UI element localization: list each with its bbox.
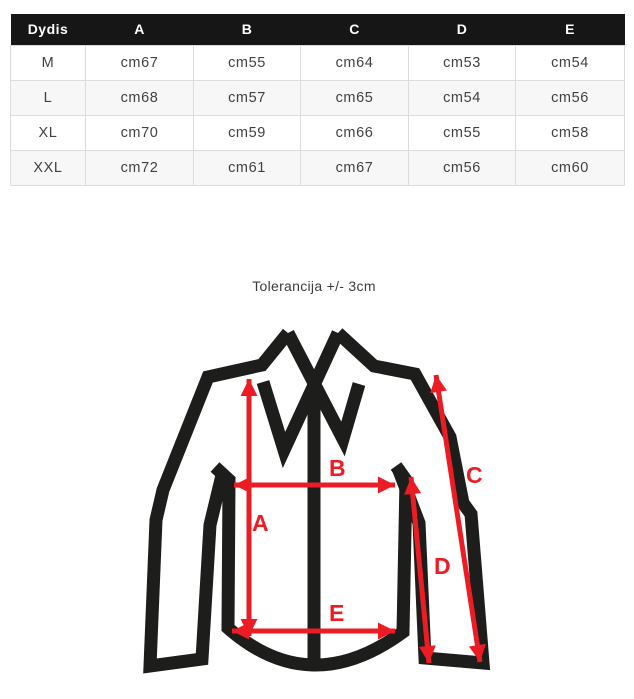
measure-cell: cm53 xyxy=(409,45,516,80)
measure-cell: cm57 xyxy=(194,80,301,115)
measure-cell: cm72 xyxy=(86,150,194,185)
header-cell-e: E xyxy=(516,14,625,45)
measure-label-c: C xyxy=(466,462,483,488)
shirt-outline xyxy=(150,333,483,667)
size-label-cell: L xyxy=(11,80,86,115)
measure-label-a: A xyxy=(252,510,269,536)
measure-cell: cm54 xyxy=(409,80,516,115)
measure-label-e: E xyxy=(329,600,345,626)
measure-label-d: D xyxy=(434,553,451,579)
measure-cell: cm56 xyxy=(409,150,516,185)
header-cell-b: B xyxy=(194,14,301,45)
measure-label-b: B xyxy=(329,455,346,481)
size-row-xxl xyxy=(11,150,625,185)
measurement-labels xyxy=(252,455,483,626)
measure-cell: cm64 xyxy=(301,45,409,80)
header-cell-size: Dydis xyxy=(11,14,86,45)
measure-cell: cm59 xyxy=(194,115,301,150)
tolerance-note: Tolerancija +/- 3cm xyxy=(252,278,376,294)
measure-cell: cm70 xyxy=(86,115,194,150)
measure-cell: cm58 xyxy=(516,115,625,150)
size-row-l xyxy=(11,80,625,115)
measure-cell: cm55 xyxy=(194,45,301,80)
measure-cell: cm56 xyxy=(516,80,625,115)
measure-cell: cm67 xyxy=(86,45,194,80)
size-label-cell: M xyxy=(11,45,86,80)
size-table-header-row xyxy=(11,14,625,45)
header-cell-a: A xyxy=(86,14,194,45)
shirt-measurement-diagram xyxy=(0,320,634,699)
header-cell-d: D xyxy=(409,14,516,45)
measure-cell: cm68 xyxy=(86,80,194,115)
measure-cell: cm61 xyxy=(194,150,301,185)
size-row-m xyxy=(11,45,625,80)
measure-cell: cm65 xyxy=(301,80,409,115)
measure-cell: cm55 xyxy=(409,115,516,150)
size-label-cell: XXL xyxy=(11,150,86,185)
measure-cell: cm67 xyxy=(301,150,409,185)
header-cell-c: C xyxy=(301,14,409,45)
size-table xyxy=(10,14,625,186)
measure-cell: cm66 xyxy=(301,115,409,150)
size-row-xl xyxy=(11,115,625,150)
measure-cell: cm54 xyxy=(516,45,625,80)
measure-cell: cm60 xyxy=(516,150,625,185)
size-label-cell: XL xyxy=(11,115,86,150)
